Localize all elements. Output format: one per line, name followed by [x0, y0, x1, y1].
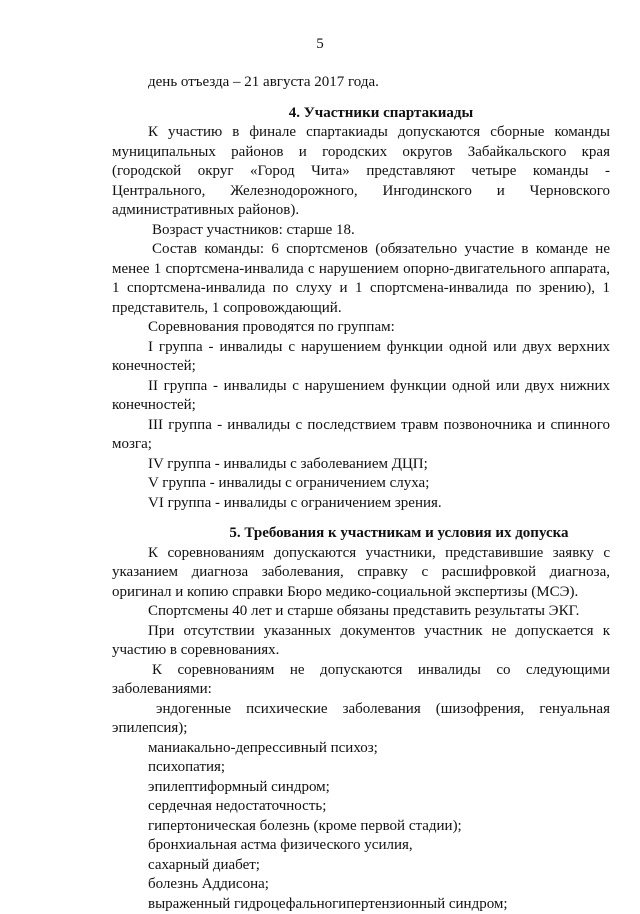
section-5-paragraph-4: К соревнованиям не допускаются инвалиды со следующими заболеваниями:: [112, 661, 610, 700]
section-4-heading: 4. Участники спартакиады: [112, 104, 610, 124]
groups-intro: Соревнования проводятся по группам:: [112, 318, 610, 338]
page-number: 5: [0, 36, 640, 53]
group-item-6: VI группа - инвалиды с ограничением зрения.: [112, 494, 610, 514]
disease-item-3: психопатия;: [112, 758, 610, 778]
disease-item-8: сахарный диабет;: [112, 856, 610, 876]
departure-line: день отъезда – 21 августа 2017 года.: [112, 73, 610, 93]
team-composition: Состав команды: 6 спортсменов (обязательно участие в команде не менее 1 спортсмена-инвалида с нарушением опорно-двигательного аппарата, 1 спортсмена-инвалида по слуху и 1 спортсмена-инвалида по зрению), 1 представитель, 1 сопровождающий.: [112, 240, 610, 318]
group-item-3: III группа - инвалиды с последствием травм позвоночника и спинного мозга;: [112, 416, 610, 455]
disease-item-5: сердечная недостаточность;: [112, 797, 610, 817]
group-item-1: I группа - инвалиды с нарушением функции одной или двух верхних конечностей;: [112, 338, 610, 377]
group-item-4: IV группа - инвалиды с заболеванием ДЦП;: [112, 455, 610, 475]
group-item-2: II группа - инвалиды с нарушением функции одной или двух нижних конечностей;: [112, 377, 610, 416]
disease-list: [112, 700, 610, 914]
disease-item-2: маниакально-депрессивный психоз;: [112, 739, 610, 759]
disease-item-9: болезнь Аддисона;: [112, 875, 610, 895]
section-5-heading: 5. Требования к участникам и условия их допуска: [112, 524, 610, 544]
disease-item-7: бронхиальная астма физического усилия,: [112, 836, 610, 856]
age-line: Возраст участников: старше 18.: [112, 221, 610, 241]
disease-item-4: эпилептиформный синдром;: [112, 778, 610, 798]
disease-item-1: эндогенные психические заболевания (шизофрения, генуальная эпилепсия);: [112, 700, 610, 739]
section-5-paragraph-1: К соревнованиям допускаются участники, представившие заявку с указанием диагноза заболевания, справку с расшифровкой диагноза, оригинал и копию справки Бюро медико-социальной экспертизы (МСЭ).: [112, 544, 610, 603]
section-4-paragraph: К участию в финале спартакиады допускаются сборные команды муниципальных районов и городских округов Забайкальского края (городской округ «Город Чита» представляют четыре команды - Центрального, Железнодорожного, Ингодинского и Черновского административных районов).: [112, 123, 610, 221]
page-content: [112, 73, 610, 914]
group-item-5: V группа - инвалиды с ограничением слуха;: [112, 474, 610, 494]
section-5-paragraph-2: Спортсмены 40 лет и старше обязаны представить результаты ЭКГ.: [112, 602, 610, 622]
disease-item-6: гипертоническая болезнь (кроме первой стадии);: [112, 817, 610, 837]
disease-item-10: выраженный гидроцефальногипертензионный синдром;: [112, 895, 610, 914]
section-5-paragraph-3: При отсутствии указанных документов участник не допускается к участию в соревнованиях.: [112, 622, 610, 661]
